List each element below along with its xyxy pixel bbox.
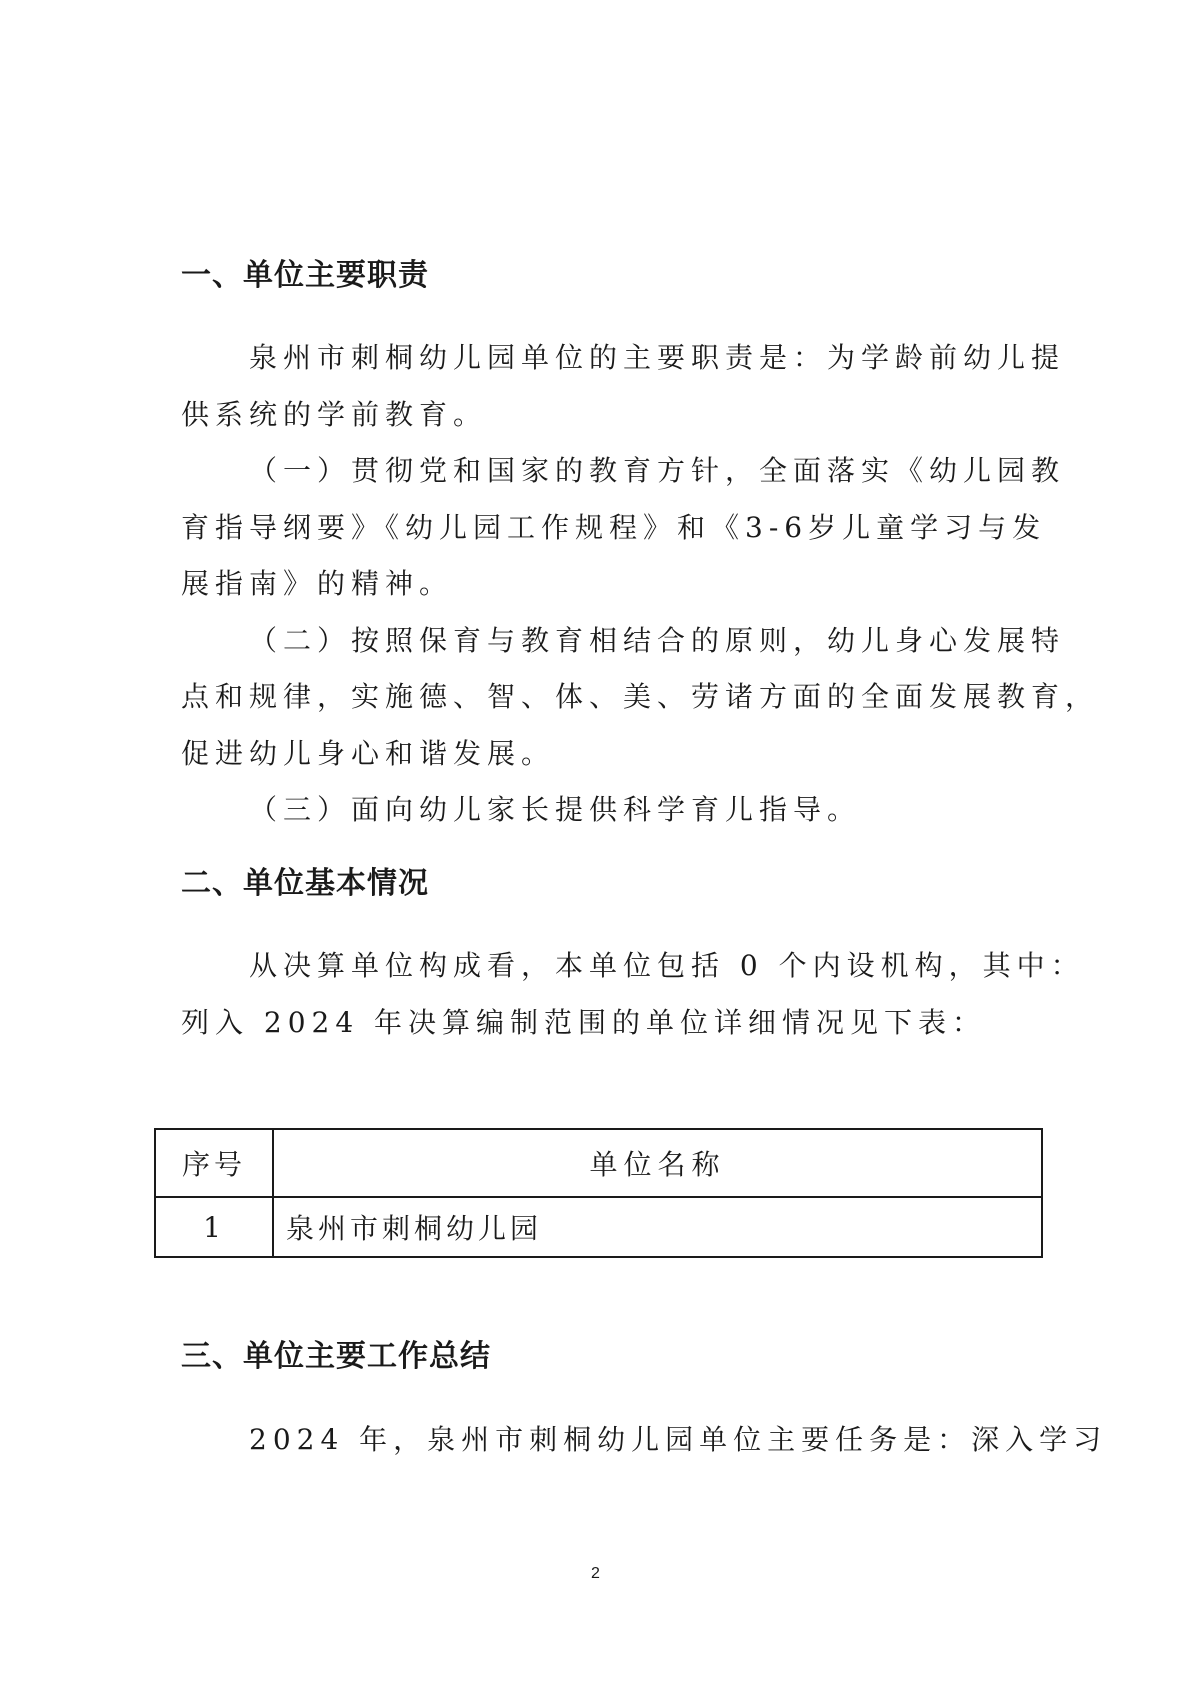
paragraph-line: 促进幼儿身心和谐发展。 (181, 737, 556, 770)
column-header-index: 序号 (155, 1129, 273, 1197)
paragraph-line: 从决算单位构成看，本单位包括 0 个内设机构，其中： (249, 949, 1085, 982)
paragraph-line: 泉州市刺桐幼儿园单位的主要职责是：为学龄前幼儿提 (249, 341, 1066, 374)
column-header-unit-name: 单位名称 (273, 1129, 1042, 1197)
paragraph-line: 列入 2024 年决算编制范围的单位详细情况见下表： (181, 1006, 987, 1039)
paragraph-line: （一）贯彻党和国家的教育方针，全面落实《幼儿园教 (249, 454, 1066, 487)
section-heading-1: 一、单位主要职责 (181, 258, 429, 293)
paragraph-line: 育指导纲要》《幼儿园工作规程》和《3-6岁儿童学习与发 (181, 511, 1047, 544)
table-row (155, 1197, 1042, 1257)
page-number: 2 (591, 1565, 600, 1582)
paragraph-line: （三）面向幼儿家长提供科学育儿指导。 (249, 793, 862, 826)
paragraph-line: （二）按照保育与教育相结合的原则，幼儿身心发展特 (249, 624, 1066, 657)
table-cell-index: 1 (155, 1197, 273, 1257)
paragraph-line: 供系统的学前教育。 (181, 398, 488, 431)
paragraph-line: 2024 年，泉州市刺桐幼儿园单位主要任务是：深入学习 (249, 1423, 1108, 1456)
table-header-row (155, 1129, 1042, 1197)
section-heading-2: 二、单位基本情况 (181, 866, 429, 901)
section-heading-3: 三、单位主要工作总结 (181, 1339, 491, 1374)
paragraph-line: 点和规律，实施德、智、体、美、劳诸方面的全面发展教育， (181, 680, 1100, 713)
paragraph-line: 展指南》的精神。 (181, 567, 454, 600)
table-cell-unit-name: 泉州市刺桐幼儿园 (273, 1197, 1042, 1257)
unit-table (154, 1128, 1043, 1258)
